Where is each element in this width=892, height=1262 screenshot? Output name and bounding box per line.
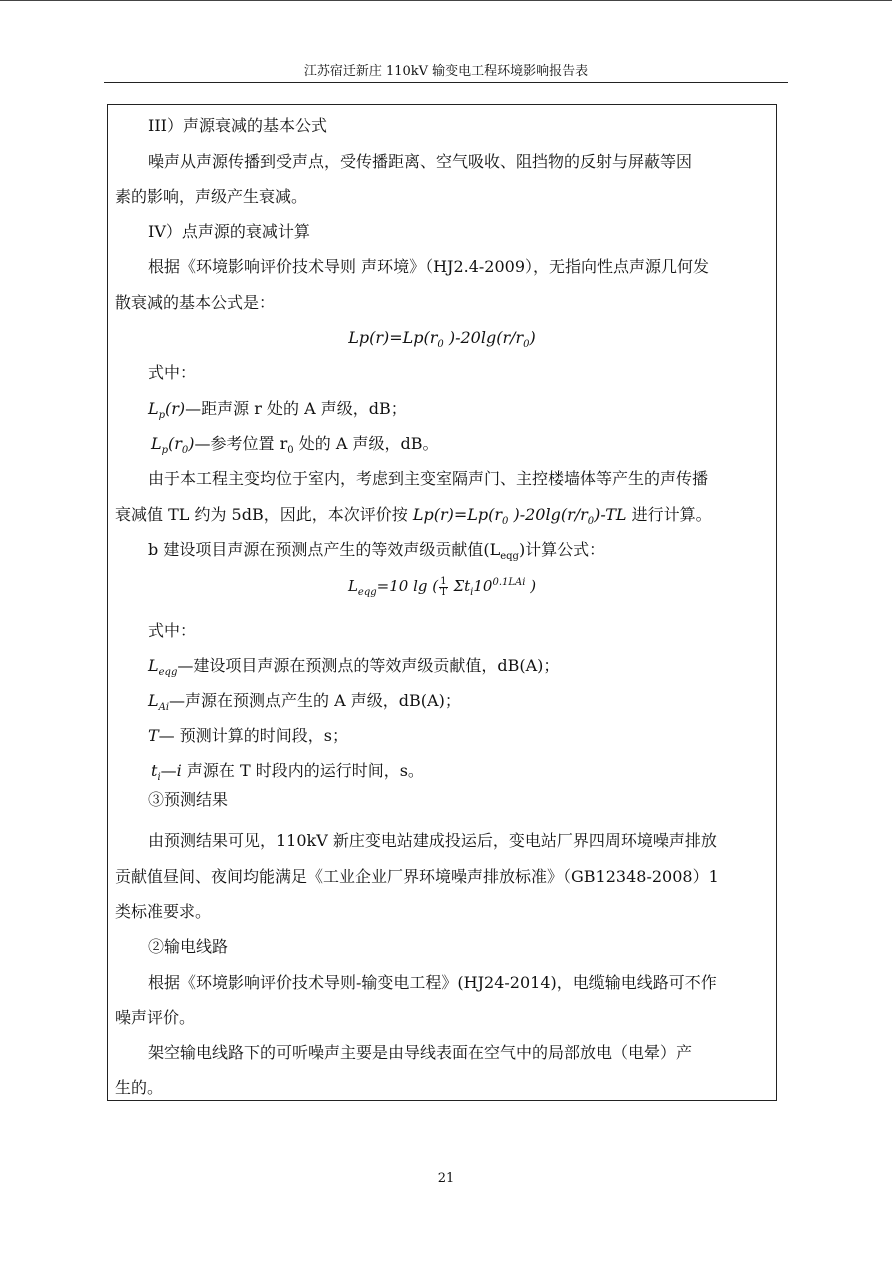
paragraph-line: 根据《环境影响评价技术导则 声环境》（HJ2.4-2009），无指向性点声源几何发 <box>148 257 710 276</box>
paragraph-line: 根据《环境影响评价技术导则-输变电工程》(HJ24-2014)，电缆输电线路可不作 <box>148 973 717 992</box>
section-heading-iii: III）声源衰减的基本公式 <box>148 116 327 135</box>
section-heading-iv: IV）点声源的衰减计算 <box>148 222 310 241</box>
paragraph-line: 架空输电线路下的可听噪声主要是由导线表面在空气中的局部放电（电晕）产 <box>148 1043 693 1062</box>
definition-lp-r0: $L_p(r_0)—$参考位置 $r_0$ 处的 A 声级，dB。 <box>151 434 439 457</box>
paragraph-line: b 建设项目声源在预测点产生的等效声级贡献值$(L_{eqg})$计算公式： <box>148 540 606 563</box>
paragraph-line: 散衰减的基本公式是： <box>115 293 276 312</box>
where-label: 式中： <box>148 363 197 382</box>
definition-leqg: $L_{eqg}—$建设项目声源在预测点的等效声级贡献值，dB(A)； <box>148 656 560 679</box>
paragraph-line: 噪声从声源传播到受声点，受传播距离、空气吸收、阻挡物的反射与屏蔽等因 <box>148 152 693 171</box>
result-heading: ③预测结果 <box>148 790 229 809</box>
formula-point-source-attenuation: $Lp(r)=Lp(r_0$ )$-20\lg(r/r_0)$ <box>348 328 536 351</box>
content-frame <box>107 104 777 1101</box>
paragraph-line: 由于本工程主变均位于室内，考虑到主变室隔声门、主控楼墙体等产生的声传播 <box>148 469 709 488</box>
paragraph-line: 噪声评价。 <box>115 1008 196 1027</box>
paragraph-line: 素的影响，声级产生衰减。 <box>115 187 308 206</box>
transmission-line-heading: ②输电线路 <box>148 937 229 956</box>
header-rule <box>104 82 788 83</box>
where-label: 式中： <box>148 621 197 640</box>
page-number: 21 <box>437 1171 455 1186</box>
paragraph-line: 由预测结果可见，110kV 新庄变电站建成投运后，变电站厂界四周环境噪声排放 <box>148 831 717 850</box>
page-top-edge <box>0 0 892 1</box>
paragraph-line: 贡献值昼间、夜间均能满足《工业企业厂界环境噪声排放标准》（GB12348-2008）1 <box>115 867 719 886</box>
paragraph-line: 类标准要求。 <box>115 902 212 921</box>
running-header: 江苏宿迁新庄 110kV 输变电工程环境影响报告表 <box>303 64 589 79</box>
paragraph-line: 生的。 <box>115 1078 164 1097</box>
definition-ti: $t_i—i$ 声源在 T 时段内的运行时间，s。 <box>151 761 424 784</box>
formula-equivalent-level: $L_{eqg}=10$ lg ( $\frac{1}{T}$ $\Sigma t_i10^{0.1LAi}$ ) <box>347 575 537 598</box>
definition-lp-r: $L_p(r)—$距声源 r 处的 A 声级，dB； <box>148 399 407 422</box>
definition-t: T— 预测计算的时间段，s； <box>148 726 348 745</box>
definition-lai: $L_{Ai}—$声源在预测点产生的 A 声级，dB(A)； <box>148 691 461 714</box>
paragraph-line-with-formula: 衰减值 TL 约为 5dB，因此，本次评价按 $Lp(r)=Lp(r_0$ )$-20\lg(r/r_0)-TL$ 进行计算。 <box>115 505 712 528</box>
